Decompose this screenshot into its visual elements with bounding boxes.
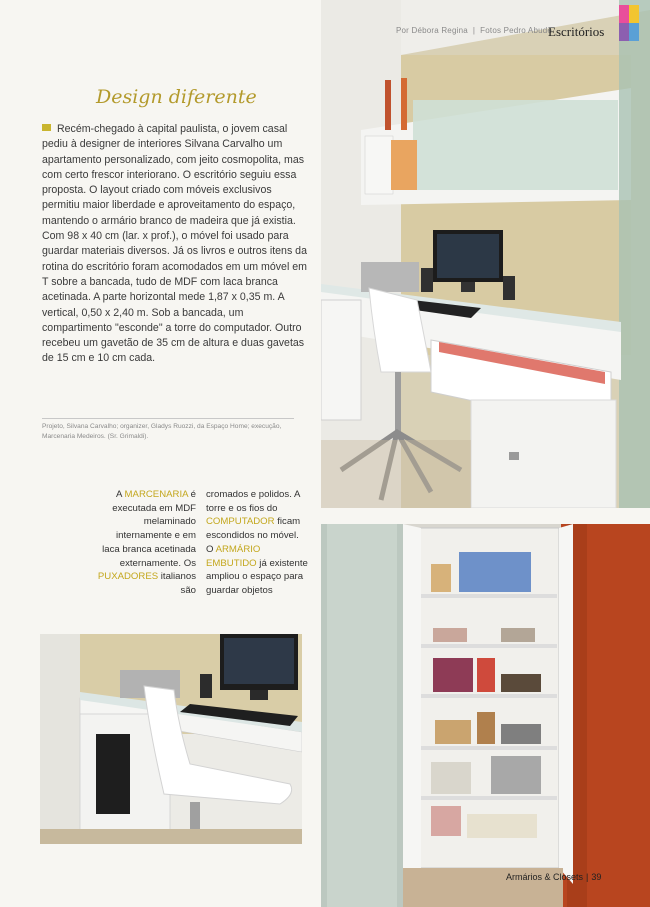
photo-built-in-wardrobe (321, 524, 650, 907)
caption-highlight-computador: COMPUTADOR (206, 516, 275, 528)
caption-highlight-puxadores: PUXADORES (97, 571, 159, 583)
caption-right: cromados e polidos. A torre e os fios do COMPUTADOR ficam escondidos no móvel. O ARMÁRIO EMBUTIDO já existente ampliou o espaço para guardar objetos (206, 489, 308, 596)
article-body-text: Recém-chegado à capital paulista, o jovem casal pediu à designer de interiores Silvana Carvalho um apartamento personalizado, com jeito cosmopolita, mas com certo frescor interiorano. O escritório seguiu essa proposta. O layout criado com móveis exclusivos permitiu maior liberdade e aproveitamento do espaço, mantendo o armário branco de madeira que já existia. Com 98 x 40 cm (lar. x prof.), o móvel foi usado para guardar materiais diversos. Já os livros e outros itens da rotina do escritório foram acomodados em um móvel em T sobre a bancada, tudo de MDF com laca branca acetinada. A parte horizontal mede 1,87 x 0,35 m. A vertical, 0,50 x 2,40 m. Sob a bancada, um compartimento "esconde" a torre do computador. Outro recebeu um gavetão de 35 cm de altura e duas gavetas de 15 cm e 10 cm cada. (42, 123, 307, 365)
page-number: 39 (591, 872, 602, 882)
author-credit: Por Débora Regina (396, 26, 468, 35)
magazine-name: Armários & Closets (506, 872, 584, 882)
photo-credit: Fotos Pedro Abude (480, 26, 553, 35)
caption-left: A MARCENARIA é executada em MDF melaminado internamente e em laca branca acetinada externamente. Os PUXADORES italianos são (97, 489, 196, 596)
caption-highlight-marcenaria: MARCENARIA (124, 489, 188, 500)
section-color-mark (619, 5, 639, 41)
caption-highlight-armario: ARMÁRIO EMBUTIDO (206, 543, 261, 569)
photo-computer-desk (40, 634, 302, 844)
photo-office-desk (321, 0, 650, 508)
section-label: Escritórios (548, 24, 605, 39)
author-credits: Por Débora Regina | Fotos Pedro Abude (396, 26, 553, 35)
project-credits: Projeto, Silvana Carvalho; organizer, Gladys Ruozzi, da Espaço Home; execução, Marcenaria Medeiros. (Sr. Grimaldi). (42, 423, 282, 440)
article-title: Design diferente (96, 86, 257, 108)
page-footer: Armários & Closets | 39 (506, 872, 602, 882)
article-body (42, 122, 312, 367)
divider (42, 418, 294, 419)
bullet-icon (42, 124, 51, 131)
